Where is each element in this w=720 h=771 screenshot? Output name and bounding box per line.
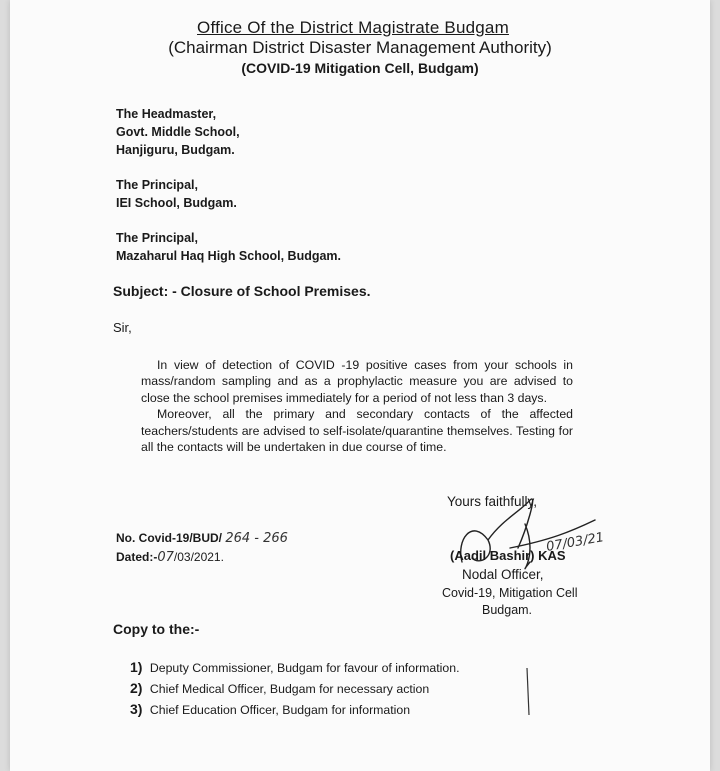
cell-title: (COVID-19 Mitigation Cell, Budgam) <box>241 60 479 76</box>
list-item-number: 2) <box>130 680 143 696</box>
signatory-name: (Aadil Bashir) KAS <box>450 548 566 563</box>
salutation: Sir, <box>113 320 132 335</box>
recipient-line: Hanjiguru, Budgam. <box>116 143 235 157</box>
list-item-text: Chief Education Officer, Budgam for information <box>149 703 411 717</box>
reference-date-handwritten: 07 <box>157 550 174 565</box>
list-item-text: Chief Medical Officer, Budgam for necessary action <box>149 682 430 696</box>
signatory-cell-line2: Budgam. <box>482 603 533 617</box>
office-subtitle: (Chairman District Disaster Management Authority) <box>168 38 552 57</box>
list-item-text: Deputy Commissioner, Budgam for favour of information. <box>149 661 460 675</box>
reference-number-label: No. Covid-19/BUD/ <box>116 531 223 545</box>
list-item <box>130 657 459 678</box>
closing: Yours faithfully, <box>447 494 538 509</box>
signatory-designation: Nodal Officer, <box>462 567 544 582</box>
reference-number-handwritten: 264 - 266 <box>225 531 288 546</box>
signature-scribble <box>10 0 710 771</box>
recipient-line: Mazaharul Haq High School, Budgam. <box>116 249 342 263</box>
recipient-line: The Headmaster, <box>116 107 217 121</box>
recipient-line: The Principal, <box>116 178 198 192</box>
subject-line: Subject: - Closure of School Premises. <box>113 283 371 299</box>
recipient-line: Govt. Middle School, <box>116 125 240 139</box>
reference-date-label: Dated:- <box>116 550 158 564</box>
copy-to-list <box>130 657 459 720</box>
copy-to-title: Copy to the:- <box>113 621 200 637</box>
reference-date-rest: /03/2021. <box>173 550 224 564</box>
list-item-number: 3) <box>130 701 143 717</box>
list-item <box>130 678 459 699</box>
body-paragraph-1: In view of detection of COVID -19 positive cases from your schools in mass/random sampling and as a prophylactic measure you are advised to close the school premises immediately for a period of not less than 3 days. <box>141 358 573 405</box>
signature-date-handwritten: 07/03/21 <box>545 530 606 555</box>
office-title: Office Of the District Magistrate Budgam <box>197 18 509 37</box>
recipient-line: IEI School, Budgam. <box>116 196 237 210</box>
body-paragraph-2: Moreover, all the primary and secondary contacts of the affected teachers/students are advised to self-isolate/quarantine themselves. Testing for all the contacts will be undertaken in due course of time. <box>141 407 573 455</box>
recipient-line: The Principal, <box>116 231 198 245</box>
signatory-cell-line1: Covid-19, Mitigation Cell <box>442 586 578 600</box>
letter-page <box>10 0 710 771</box>
list-item <box>130 699 459 720</box>
list-item-number: 1) <box>130 659 143 675</box>
